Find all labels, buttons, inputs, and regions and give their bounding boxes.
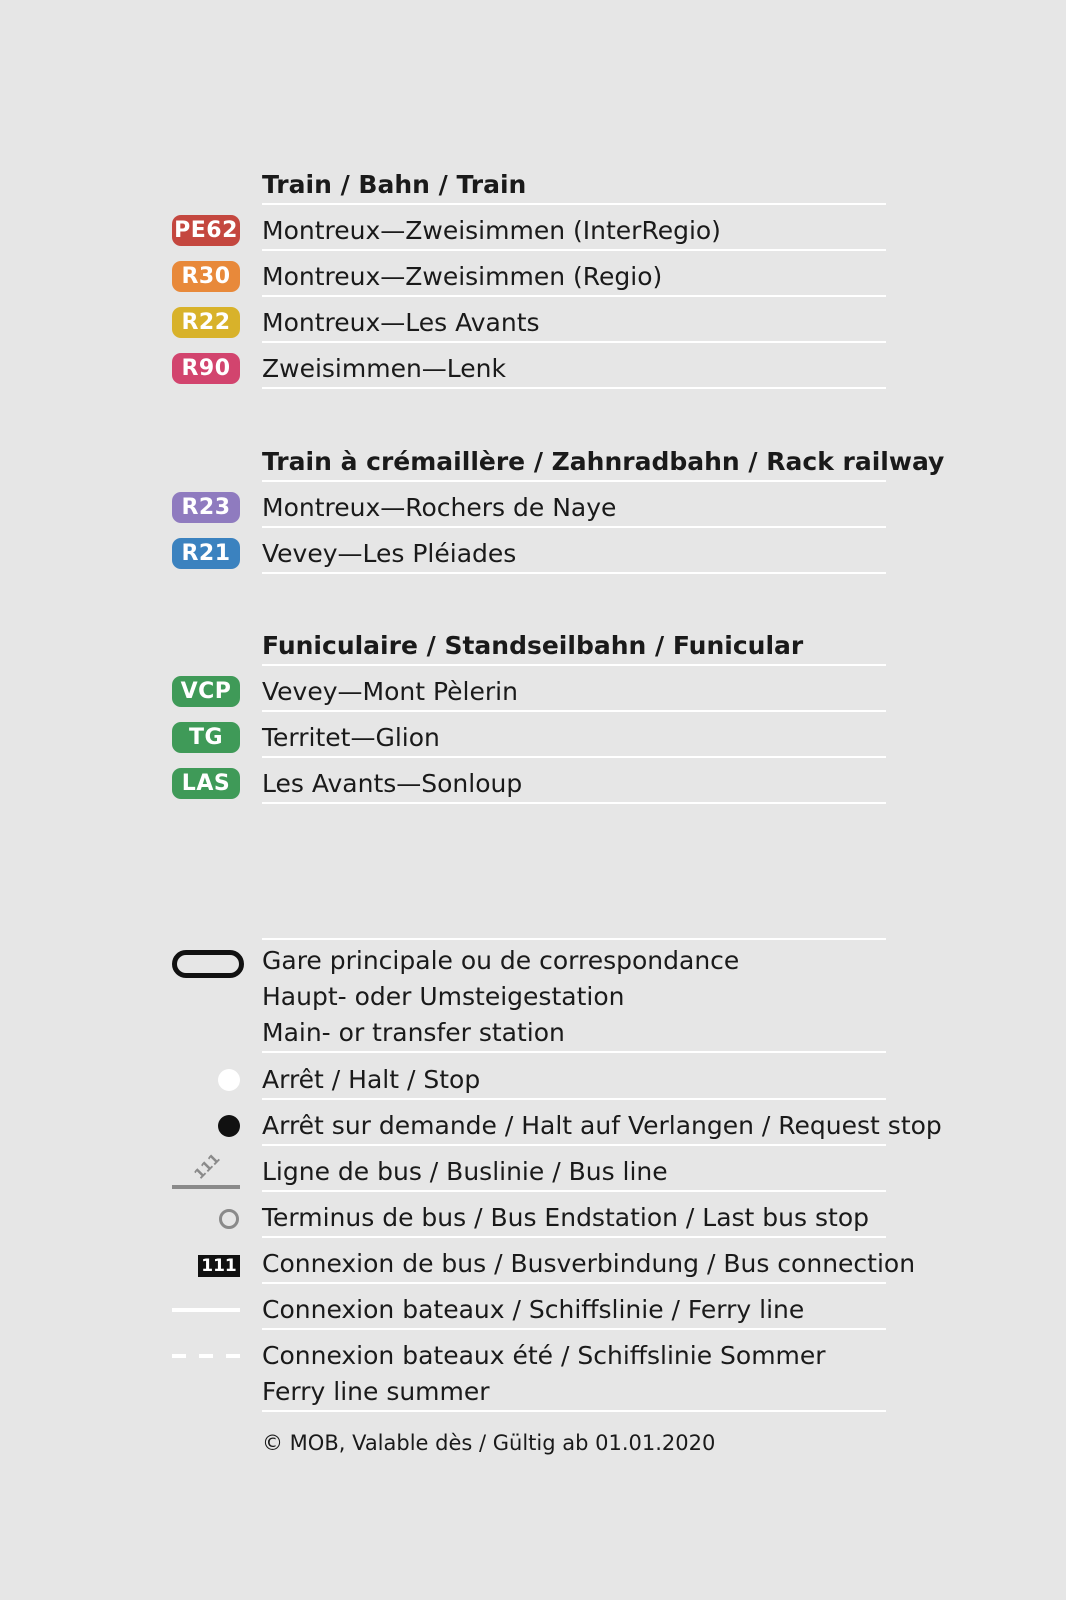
- line-badge-las: LAS: [172, 768, 240, 799]
- line-badge-r21: R21: [172, 538, 240, 569]
- line-label-tg: Territet—Glion: [262, 720, 886, 758]
- legend-main-station-line-1: Gare principale ou de correspondance: [262, 946, 740, 975]
- legend-bus-line: Ligne de bus / Buslinie / Bus line: [262, 1154, 886, 1192]
- line-badge-r23: R23: [172, 492, 240, 523]
- line-badge-r30: R30: [172, 261, 240, 292]
- section-heading-rack: Train à crémaillère / Zahnradbahn / Rack railway: [262, 444, 886, 482]
- legend-main-station-line-3: Main- or transfer station: [262, 1018, 565, 1047]
- stop-dot-icon: [218, 1069, 240, 1091]
- line-label-vcp: Vevey—Mont Pèlerin: [262, 674, 886, 712]
- main-station-icon: [172, 950, 244, 978]
- legend-divider: [262, 938, 886, 940]
- ferry-summer-icon: [172, 1354, 240, 1358]
- line-badge-r22: R22: [172, 307, 240, 338]
- line-label-r21: Vevey—Les Pléiades: [262, 536, 886, 574]
- ferry-line-icon: [172, 1308, 240, 1312]
- line-label-r22: Montreux—Les Avants: [262, 305, 886, 343]
- line-label-r23: Montreux—Rochers de Naye: [262, 490, 886, 528]
- legend-stop: Arrêt / Halt / Stop: [262, 1062, 886, 1100]
- legend-bus-terminus: Terminus de bus / Bus Endstation / Last bus stop: [262, 1200, 886, 1238]
- line-badge-tg: TG: [172, 722, 240, 753]
- bus-line-icon: [172, 1150, 242, 1190]
- line-label-pe62: Montreux—Zweisimmen (InterRegio): [262, 213, 886, 251]
- bus-connection-icon: 111: [198, 1255, 240, 1277]
- line-badge-r90: R90: [172, 353, 240, 384]
- bus-line-number: 111: [191, 1150, 224, 1183]
- line-label-las: Les Avants—Sonloup: [262, 766, 886, 804]
- legend-ferry-summer: [262, 1338, 886, 1412]
- bus-terminus-icon: [219, 1209, 239, 1229]
- line-badge-pe62: PE62: [172, 215, 240, 246]
- line-label-r30: Montreux—Zweisimmen (Regio): [262, 259, 886, 297]
- legend-ferry-summer-line-1: Connexion bateaux été / Schiffslinie Sommer: [262, 1341, 826, 1370]
- legend-bus-connection: Connexion de bus / Busverbindung / Bus connection: [262, 1246, 886, 1284]
- legend-main-station: [262, 943, 886, 1053]
- section-heading-train: Train / Bahn / Train: [262, 167, 886, 205]
- section-heading-funicular: Funiculaire / Standseilbahn / Funicular: [262, 628, 886, 666]
- legend-ferry: Connexion bateaux / Schiffslinie / Ferry line: [262, 1292, 886, 1330]
- legend-main-station-line-2: Haupt- oder Umsteigestation: [262, 982, 625, 1011]
- legend-request-stop: Arrêt sur demande / Halt auf Verlangen / Request stop: [262, 1108, 886, 1146]
- request-stop-dot-icon: [218, 1115, 240, 1137]
- line-label-r90: Zweisimmen—Lenk: [262, 351, 886, 389]
- line-badge-vcp: VCP: [172, 676, 240, 707]
- copyright-notice: © MOB, Valable dès / Gültig ab 01.01.2020: [262, 1431, 716, 1455]
- legend-ferry-summer-line-2: Ferry line summer: [262, 1377, 490, 1406]
